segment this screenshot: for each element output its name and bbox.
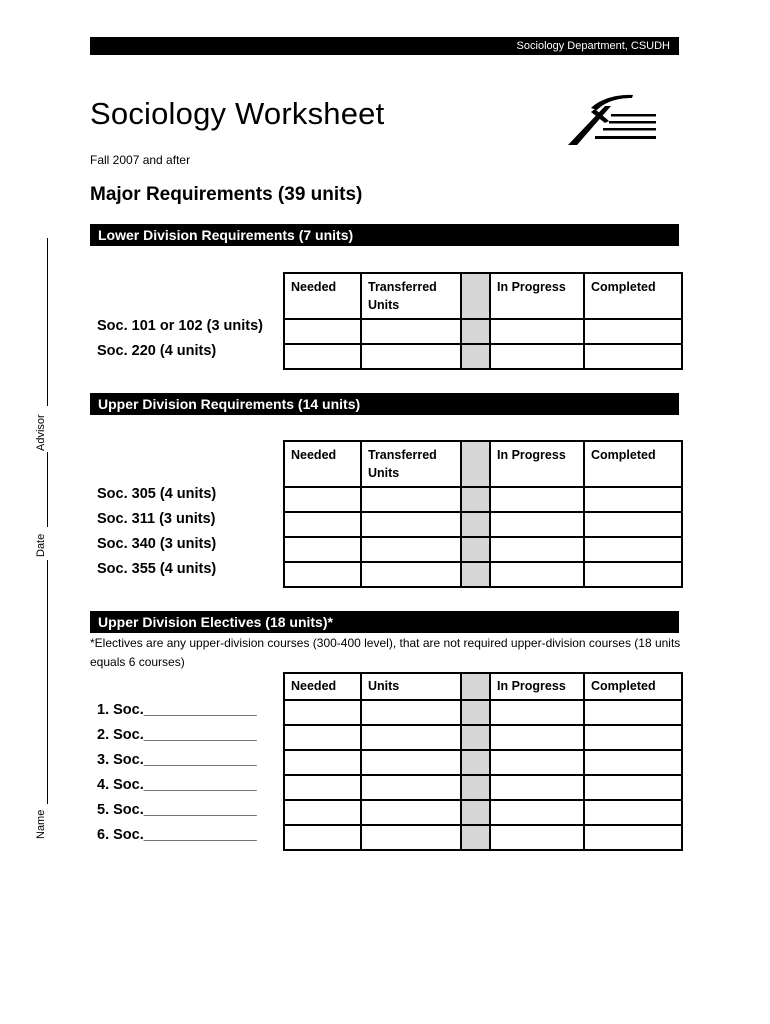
elective-label: 4. Soc.______________ <box>97 777 257 793</box>
needed-cell[interactable] <box>284 775 361 800</box>
transferred-cell[interactable] <box>361 487 461 512</box>
table-row <box>284 319 682 344</box>
elective-label: 6. Soc.______________ <box>97 827 257 843</box>
transferred-cell[interactable] <box>361 344 461 369</box>
col-transferred-units: Transferred Units <box>361 441 461 487</box>
department-label: Sociology Department, CSUDH <box>516 40 670 52</box>
name-field-line[interactable] <box>47 560 48 804</box>
in-progress-cell[interactable] <box>490 344 584 369</box>
elective-label: 3. Soc.______________ <box>97 752 257 768</box>
col-transferred-units: Transferred Units <box>361 273 461 319</box>
col-needed: Needed <box>284 441 361 487</box>
col-in-progress: In Progress <box>490 441 584 487</box>
table-row <box>284 825 682 850</box>
needed-cell[interactable] <box>284 512 361 537</box>
in-progress-cell[interactable] <box>490 725 584 750</box>
needed-cell[interactable] <box>284 800 361 825</box>
in-progress-cell[interactable] <box>490 562 584 587</box>
course-label: Soc. 101 or 102 (3 units) <box>97 318 264 334</box>
units-cell[interactable] <box>361 775 461 800</box>
lower-division-bar <box>90 224 679 246</box>
in-progress-cell[interactable] <box>490 775 584 800</box>
elective-label: 1. Soc.______________ <box>97 702 257 718</box>
course-label: Soc. 305 (4 units) <box>97 486 217 502</box>
needed-cell[interactable] <box>284 750 361 775</box>
completed-cell[interactable] <box>584 487 682 512</box>
electives-note: *Electives are any upper-division courses (300-400 level), that are not required upper-division courses (18 units equals 6 courses) <box>90 636 681 669</box>
date-field-label: Date <box>35 533 47 557</box>
transferred-cell[interactable] <box>361 562 461 587</box>
page-subtitle: Fall 2007 and after <box>90 153 191 167</box>
csudh-logo-icon <box>565 92 660 148</box>
in-progress-cell[interactable] <box>490 825 584 850</box>
completed-cell[interactable] <box>584 750 682 775</box>
col-needed: Needed <box>284 673 361 700</box>
needed-cell[interactable] <box>284 562 361 587</box>
needed-cell[interactable] <box>284 537 361 562</box>
elective-label: 5. Soc.______________ <box>97 802 257 818</box>
col-completed: Completed <box>584 673 682 700</box>
needed-cell[interactable] <box>284 319 361 344</box>
completed-cell[interactable] <box>584 775 682 800</box>
table-row <box>284 725 682 750</box>
col-in-progress: In Progress <box>490 273 584 319</box>
completed-cell[interactable] <box>584 700 682 725</box>
table-row <box>284 800 682 825</box>
page-title: Sociology Worksheet <box>90 96 385 131</box>
table-row <box>284 537 682 562</box>
units-cell[interactable] <box>361 750 461 775</box>
units-cell[interactable] <box>361 800 461 825</box>
lower-division-table <box>283 272 683 370</box>
advisor-field-line[interactable] <box>47 238 48 406</box>
in-progress-cell[interactable] <box>490 750 584 775</box>
col-completed: Completed <box>584 273 682 319</box>
lower-division-heading: Lower Division Requirements (7 units) <box>98 227 354 243</box>
course-label: Soc. 340 (3 units) <box>97 536 217 552</box>
in-progress-cell[interactable] <box>490 800 584 825</box>
gray-column <box>461 273 490 319</box>
in-progress-cell[interactable] <box>490 319 584 344</box>
in-progress-cell[interactable] <box>490 537 584 562</box>
transferred-cell[interactable] <box>361 537 461 562</box>
gray-column <box>461 673 490 700</box>
in-progress-cell[interactable] <box>490 700 584 725</box>
name-field-label: Name <box>35 809 47 839</box>
upper-division-heading: Upper Division Requirements (14 units) <box>98 396 361 412</box>
completed-cell[interactable] <box>584 725 682 750</box>
completed-cell[interactable] <box>584 512 682 537</box>
upper-division-table <box>283 440 683 588</box>
units-cell[interactable] <box>361 825 461 850</box>
units-cell[interactable] <box>361 700 461 725</box>
needed-cell[interactable] <box>284 344 361 369</box>
in-progress-cell[interactable] <box>490 487 584 512</box>
course-label: Soc. 355 (4 units) <box>97 561 217 577</box>
department-header <box>90 37 679 55</box>
table-row <box>284 750 682 775</box>
table-row <box>284 487 682 512</box>
electives-table <box>283 672 683 851</box>
col-completed: Completed <box>584 441 682 487</box>
table-row <box>284 700 682 725</box>
elective-label: 2. Soc.______________ <box>97 727 257 743</box>
electives-bar <box>90 611 679 633</box>
completed-cell[interactable] <box>584 562 682 587</box>
needed-cell[interactable] <box>284 700 361 725</box>
transferred-cell[interactable] <box>361 512 461 537</box>
completed-cell[interactable] <box>584 825 682 850</box>
needed-cell[interactable] <box>284 825 361 850</box>
needed-cell[interactable] <box>284 487 361 512</box>
upper-division-bar <box>90 393 679 415</box>
electives-heading: Upper Division Electives (18 units)* <box>98 614 333 630</box>
completed-cell[interactable] <box>584 344 682 369</box>
completed-cell[interactable] <box>584 800 682 825</box>
needed-cell[interactable] <box>284 725 361 750</box>
completed-cell[interactable] <box>584 319 682 344</box>
gray-column <box>461 441 490 487</box>
course-label: Soc. 311 (3 units) <box>97 511 216 527</box>
col-needed: Needed <box>284 273 361 319</box>
table-row <box>284 344 682 369</box>
date-field-line[interactable] <box>47 452 48 527</box>
table-row <box>284 512 682 537</box>
course-label: Soc. 220 (4 units) <box>97 343 217 359</box>
table-row <box>284 775 682 800</box>
in-progress-cell[interactable] <box>490 512 584 537</box>
completed-cell[interactable] <box>584 537 682 562</box>
units-cell[interactable] <box>361 725 461 750</box>
transferred-cell[interactable] <box>361 319 461 344</box>
col-in-progress: In Progress <box>490 673 584 700</box>
table-row <box>284 562 682 587</box>
major-requirements-heading: Major Requirements (39 units) <box>90 184 363 205</box>
advisor-field-label: Advisor <box>35 414 47 451</box>
col-units: Units <box>361 673 461 700</box>
